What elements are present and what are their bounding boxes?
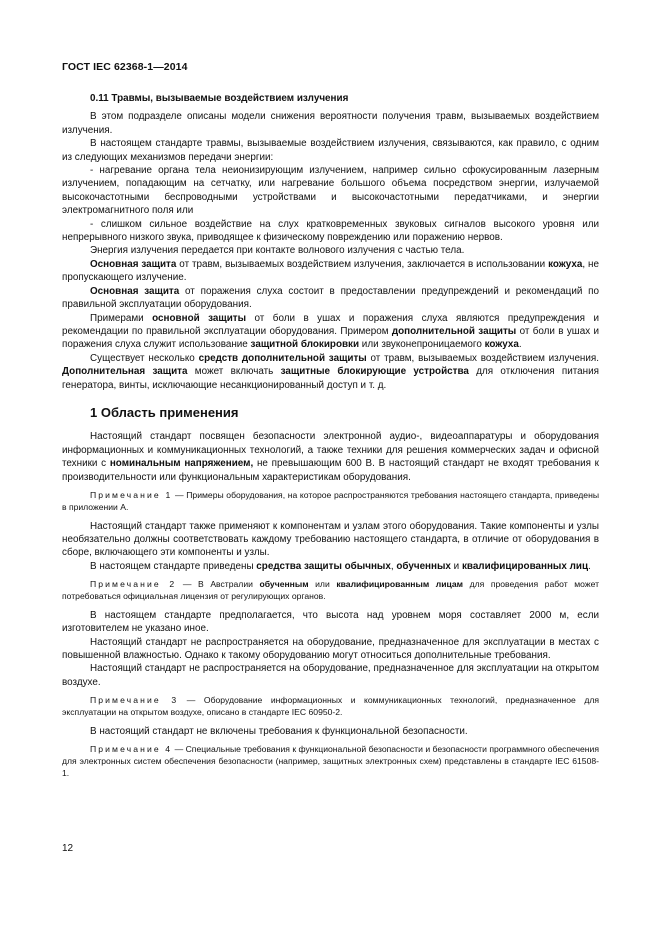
term-bold: обученных [396, 560, 451, 572]
term-bold: квалифицированных лиц [461, 560, 589, 572]
paragraph: В настоящем стандарте травмы, вызываемые воздействием излучения, связываются, как правило, с одним из следующих механизмов передачи энергии: [62, 138, 599, 163]
section-1-heading: 1 Область применения [90, 404, 239, 420]
paragraph: Настоящий стандарт не распространяется на оборудование, предназначенное для эксплуатации в местах с повышенной влажностью. Однако к такому оборудованию могут относиться дополнительные требования. [62, 636, 599, 661]
term-bold: Основная защита [90, 285, 180, 297]
note-label: Примечание 4 [90, 744, 173, 755]
list-item: - слишком сильное воздействие на слух кратковременных звуковых сигналов высокого уровня или непрерывного низкого звука, приводящее к физическому повреждению или поражению нервов. [62, 218, 599, 244]
page-body [62, 92, 599, 786]
note-3: Примечание 3 — Оборудование информационных и коммуникационных технологий, предназначенное для эксплуатации на открытом воздухе, описано в стандарте IEC 60950-2. [62, 695, 600, 718]
note-4: Примечание 4 — Специальные требования к функциональной безопасности и безопасности программного обеспечения для электронных систем обеспечения безопасности (например, защитных электронных схем) представлены в стандарте IEC 61508-1. [62, 744, 600, 778]
term-bold: квалифицированным лицам [336, 579, 464, 590]
term-bold: основной защиты [152, 312, 247, 324]
term-bold: средств дополнительной защиты [198, 352, 367, 364]
paragraph: В настоящий стандарт не включены требования к функциональной безопасности. [90, 725, 468, 737]
paragraph: Существует несколько средств дополнительной защиты от травм, вызываемых воздействием излучения. Дополнительная защита может включать защитные блокирующие устройства для отключения питания генератора, винты, исключающие несанкционированный доступ и т. д. [62, 352, 599, 391]
paragraph: Настоящий стандарт не распространяется на оборудование, предназначенное для эксплуатации на открытом воздухе. [62, 663, 599, 688]
term-bold: обученным [259, 579, 309, 590]
paragraph: Настоящий стандарт посвящен безопасности электронной аудио-, видеоаппаратуры и оборудования информационных и коммуникационных технологий, а также техники для решения коммерческих задач и офисной техники с номинальным напряжением, не превышающим 600 В. В настоящий стандарт не входят требования к производительности или функциональным характеристикам оборудования. [62, 431, 599, 483]
note-label: Примечание 3 [90, 695, 179, 706]
list-item: - нагревание органа тела неионизирующим излучением, например сильно сфокусированным лазерным излучением, попадающим на сетчатку, или нагревание большого объема посредством энергии, излучаемой высокочастотными беспроводными устройствами и высокочастотными передатчиками, и энергии электромагнитного поля или [62, 165, 599, 217]
note-1: Примечание 1 — Примеры оборудования, на которое распространяются требования настоящего стандарта, приведены в приложении А. [62, 489, 600, 512]
paragraph: В этом подразделе описаны модели снижения вероятности получения травм, вызываемых воздействием излучения. [62, 111, 599, 136]
term-bold: защитные блокирующие устройства [280, 366, 469, 378]
paragraph: Примерами основной защиты от боли в ушах и поражения слуха являются предупреждения и рекомендации по правильной эксплуатации оборудования. Примером дополнительной защиты от боли в ушах и поражения слуха служит использование защитной блокировки или звуконепроницаемого кожуха. [62, 312, 600, 351]
term-bold: кожуха [548, 258, 583, 270]
term-bold: защитной блокировки [250, 339, 360, 351]
term-bold: кожуха [484, 339, 519, 351]
paragraph: В настоящем стандарте предполагается, что высота над уровнем моря составляет 2000 м, если изготовителем не указано иное. [62, 609, 599, 635]
section-0-11-title: 0.11 Травмы, вызываемые воздействием излучения [90, 93, 349, 104]
term-bold: Основная защита [90, 258, 177, 270]
paragraph: Основная защита от травм, вызываемых воздействием излучения, заключается в использовании кожуха, не пропускающего излучение. [62, 258, 599, 284]
term-bold: средства защиты обычных [256, 560, 391, 572]
term-bold: Дополнительная защита [62, 366, 188, 378]
paragraph: Энергия излучения передается при контакте волнового излучения с частью тела. [90, 245, 465, 257]
paragraph: Настоящий стандарт также применяют к компонентам и узлам этого оборудования. Такие компоненты и узлы необязательно должны соответствовать каждому требованию настоящего стандарта, в отличие от оборудования в сборе, включающего эти компоненты и узлы. [62, 520, 599, 559]
term-bold: номинальным напряжением, [109, 458, 254, 470]
term-bold: дополнительной защиты [391, 325, 517, 337]
document-header: ГОСТ IEC 62368-1—2014 [62, 61, 188, 73]
note-label: Примечание 1 [90, 489, 173, 500]
paragraph: Основная защита от поражения слуха состоит в предоставлении предупреждений и рекомендаций по правильной эксплуатации оборудования. [62, 285, 599, 311]
note-label: Примечание 2 [90, 579, 177, 590]
paragraph: В настоящем стандарте приведены средства защиты обычных, обученных и квалифицированных лиц. [90, 560, 591, 572]
note-2: Примечание 2 — В Австралии обученным или квалифицированным лицам для проведения работ может потребоваться официальная лицензия от регулирующих органов. [62, 579, 600, 601]
page-number: 12 [62, 843, 74, 854]
